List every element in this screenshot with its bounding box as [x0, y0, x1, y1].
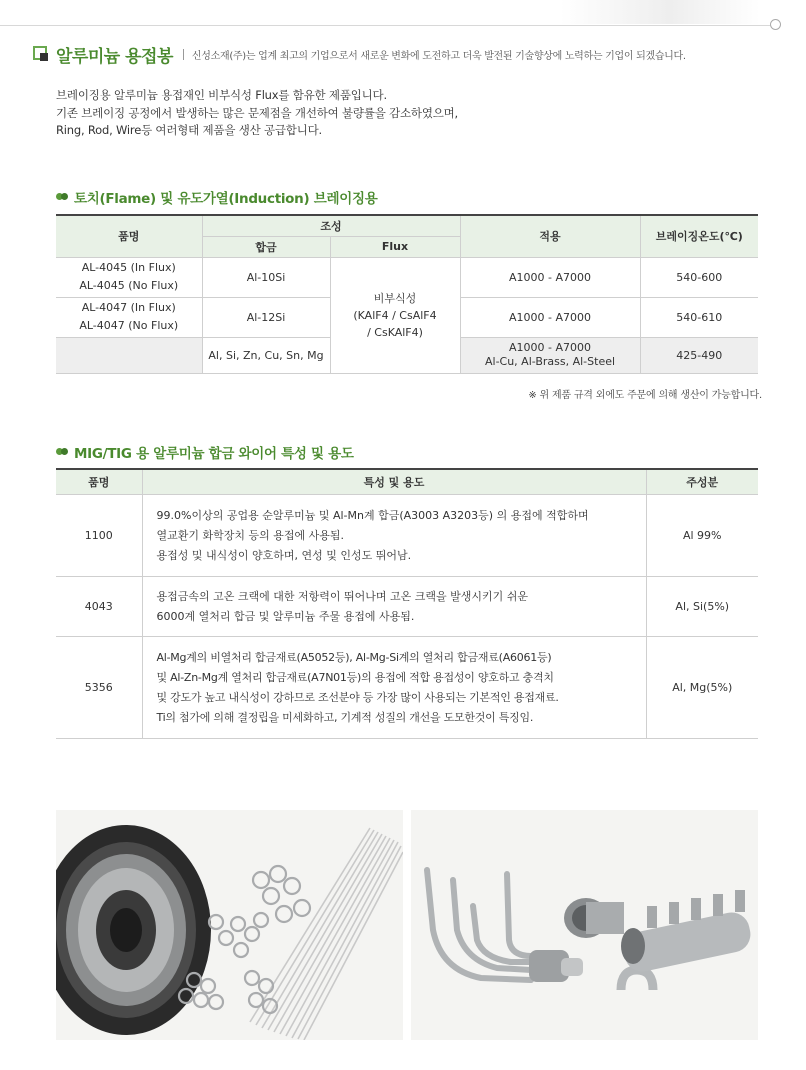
alloy-cell: Al-10Si — [202, 257, 330, 297]
table-row — [56, 257, 758, 297]
table-row — [56, 637, 758, 739]
desc-line: 및 강도가 높고 내식성이 강하므로 조선분야 등 가장 많이 사용되는 기본적인 용접재료. — [156, 690, 559, 704]
temp-cell: 540-610 — [640, 297, 758, 337]
desc-line: 열교환기 화학장치 등의 용접에 사용됨. — [156, 528, 344, 542]
header-comp: 주성분 — [646, 469, 758, 495]
flux-cell — [330, 257, 460, 373]
intro-paragraph — [56, 87, 776, 140]
table-row — [56, 495, 758, 577]
flux-line: (KAlF4 / CsAlF4 — [353, 308, 437, 322]
top-rule — [0, 25, 770, 26]
section1-heading — [56, 187, 377, 207]
header-composition: 조성 — [202, 215, 460, 236]
temp-cell: 540-600 — [640, 257, 758, 297]
header-name: 품명 — [56, 469, 142, 495]
application-cell — [460, 337, 640, 373]
alloy-cell: Al, Si, Zn, Cu, Sn, Mg — [202, 337, 330, 373]
flux-line: 비부식성 — [373, 291, 417, 305]
desc-line: 용접성 및 내식성이 양호하며, 연성 및 인성도 뛰어남. — [156, 548, 412, 562]
desc-line: Al-Mg계의 비열처리 합금재료(A5052등), Al-Mg-Si계의 열처리 합금재료(A6061등) — [156, 650, 552, 664]
desc-line: 6000계 열처리 합금 및 알루미늄 주물 용접에 사용됨. — [156, 609, 415, 623]
header-name: 품명 — [56, 215, 202, 257]
header-flux: Flux — [330, 236, 460, 257]
desc-line: 99.0%이상의 공업용 순알루미늄 및 Al-Mn계 합금(A3003 A3203등) 의 용접에 적합하며 — [156, 508, 589, 522]
section1-title: 토치(Flame) 및 유도가열(Induction) 브레이징용 — [74, 191, 378, 207]
wire-desc — [142, 637, 646, 739]
wire-spec-table — [56, 468, 758, 739]
intro-line: 기존 브레이징 공정에서 발생하는 많은 문제점을 개선하여 불량률을 감소하였으며, — [56, 105, 459, 120]
header-temp: 브레이징온도(℃) — [640, 215, 758, 257]
intro-line: Ring, Rod, Wire등 여러형태 제품을 생산 공급합니다. — [56, 123, 322, 137]
wire-name: 5356 — [56, 637, 142, 739]
wire-desc — [142, 577, 646, 637]
application-cell: A1000 - A7000 — [460, 297, 640, 337]
product-name: AL-4045 (In Flux) — [81, 261, 176, 274]
wire-spool-illustration — [56, 810, 403, 1040]
brazing-spec-table — [56, 214, 758, 374]
double-dot-bullet-icon — [56, 192, 69, 202]
double-dot-bullet-icon — [56, 447, 69, 457]
page-title: 알루미늄 용접봉 — [56, 46, 173, 67]
header-application: 적용 — [460, 215, 640, 257]
wire-comp: Al, Si(5%) — [646, 577, 758, 637]
alloy-cell: Al-12Si — [202, 297, 330, 337]
product-name: AL-4047 (No Flux) — [79, 319, 179, 332]
square-bullet-icon — [33, 46, 50, 63]
header-alloy: 합금 — [202, 236, 330, 257]
application-line: Al-Cu, Al-Brass, Al-Steel — [484, 355, 616, 368]
desc-line: 및 Al-Zn-Mg계 열처리 합금재료(A7N01등)의 용접에 적합 용접성이 양호하고 충격치 — [156, 670, 554, 684]
section2-heading — [56, 442, 354, 462]
header-desc: 특성 및 용도 — [142, 469, 646, 495]
page-header — [33, 42, 793, 66]
intro-line: 브레이징용 알루미늄 용접재인 비부식성 Flux를 함유한 제품입니다. — [56, 88, 387, 102]
wire-name: 1100 — [56, 495, 142, 577]
application-line: A1000 - A7000 — [509, 341, 592, 354]
product-name: AL-4047 (In Flux) — [81, 301, 176, 314]
product-name — [56, 337, 202, 373]
wire-comp: Al 99% — [646, 495, 758, 577]
title-separator — [183, 49, 184, 60]
flux-line: / CsKAlF4) — [367, 325, 423, 339]
application-cell: A1000 - A7000 — [460, 257, 640, 297]
wire-desc — [142, 495, 646, 577]
table-row — [56, 577, 758, 637]
top-decoration — [560, 0, 760, 24]
page-subtitle: 신성소재(주)는 업계 최고의 기업으로서 새로운 변화에 도전하고 더욱 발전된 기술향상에 노력하는 기업이 되겠습니다. — [191, 50, 686, 62]
product-photo-wire-rings-rods — [56, 810, 403, 1040]
temp-cell: 425-490 — [640, 337, 758, 373]
section2-title: MIG/TIG 용 알루미늄 합금 와이어 특성 및 용도 — [74, 446, 354, 462]
table-footnote: ※ 위 제품 규격 외에도 주문에 의해 생산이 가능합니다. — [528, 390, 762, 401]
top-circle-ornament — [770, 19, 781, 30]
product-photo-brazed-parts — [411, 810, 758, 1040]
product-name-cell — [56, 297, 202, 337]
desc-line: 용접금속의 고온 크랙에 대한 저항력이 뛰어나며 고온 크랙을 발생시키기 쉬운 — [156, 589, 528, 603]
wire-name: 4043 — [56, 577, 142, 637]
brazed-assembly-illustration — [411, 810, 758, 1040]
wire-comp: Al, Mg(5%) — [646, 637, 758, 739]
product-name: AL-4045 (No Flux) — [79, 279, 179, 292]
product-name-cell — [56, 257, 202, 297]
desc-line: Ti의 첨가에 의해 결정립을 미세화하고, 기계적 성질의 개선을 도모한것이 특징임. — [156, 710, 534, 724]
